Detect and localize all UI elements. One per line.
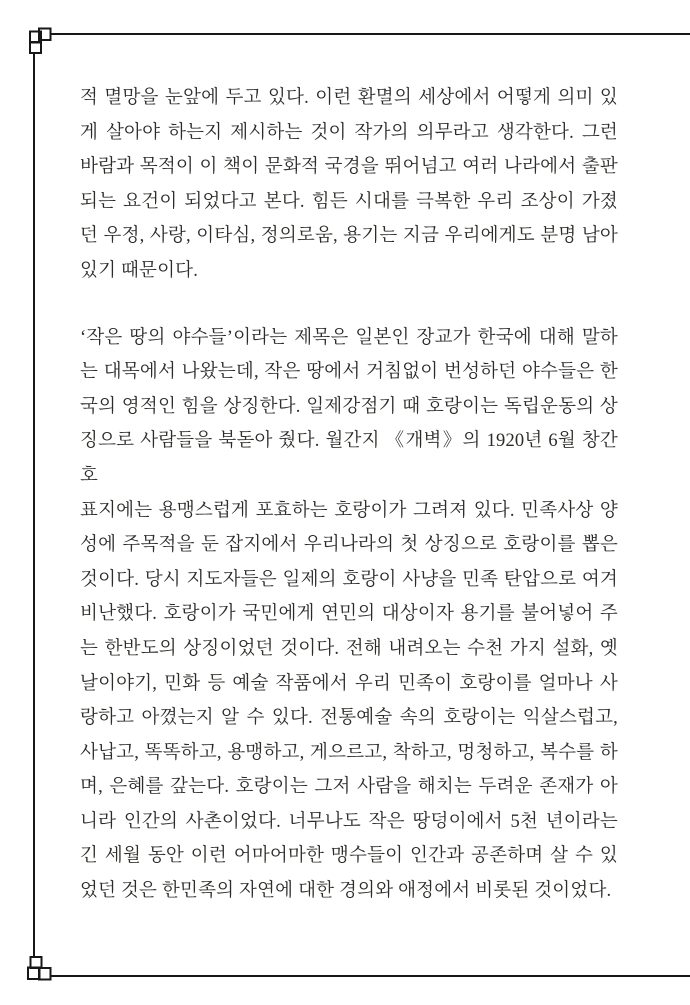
text-line: 성에 주목적을 둔 잡지에서 우리나라의 첫 상징으로 호랑이를 뽑은 xyxy=(80,535,618,556)
text-line: 던 우정, 사랑, 이타심, 정의로움, 용기는 지금 우리에게도 분명 남아 xyxy=(80,226,618,247)
text-line: 바람과 목적이 이 책이 문화적 국경을 뛰어넘고 여러 나라에서 출판 xyxy=(80,157,618,178)
text-line: 징으로 사람들을 북돋아 줬다. 월간지 《개벽》의 1920년 6월 창간호 xyxy=(80,431,618,486)
text-line: 되는 요건이 되었다고 본다. 힘든 시대를 극복한 우리 조상이 가졌 xyxy=(80,191,618,212)
text-line: 긴 세월 동안 이런 어마어마한 맹수들이 인간과 공존하며 살 수 있 xyxy=(80,846,618,867)
text-line: 게 살아야 하는지 제시하는 것이 작가의 의무라고 생각한다. 그런 xyxy=(80,122,618,143)
text-line: 사납고, 똑똑하고, 용맹하고, 게으르고, 착하고, 멍청하고, 복수를 하 xyxy=(80,742,618,763)
text-line: 었던 것은 한민족의 자연에 대한 경의와 애정에서 비롯된 것이었다. xyxy=(80,881,612,902)
text-line: 랑하고 아꼈는지 알 수 있다. 전통예술 속의 호랑이는 익살스럽고, xyxy=(80,708,618,729)
text-line: 표지에는 용맹스럽게 포효하는 호랑이가 그려져 있다. 민족사상 양 xyxy=(80,500,618,521)
text-line: 것이다. 당시 지도자들은 일제의 호랑이 사냥을 민족 탄압으로 여겨 xyxy=(80,569,618,590)
corner-ornament-top-left-icon xyxy=(30,29,51,54)
text-line: 는 한반도의 상징이었던 것이다. 전해 내려오는 수천 가지 설화, 옛 xyxy=(80,638,618,659)
text-line: 비난했다. 호랑이가 국민에게 연민의 대상이자 용기를 불어넣어 주 xyxy=(80,604,618,625)
paragraph-1 xyxy=(80,81,618,289)
text-line: 적 멸망을 눈앞에 두고 있다. 이런 환멸의 세상에서 어떻게 의미 있 xyxy=(80,88,618,108)
text-line: ‘작은 땅의 야수들’이라는 제목은 일본인 장교가 한국에 대해 말하 xyxy=(80,327,618,348)
corner-ornament-bottom-left-icon xyxy=(28,957,51,980)
paragraph-2 xyxy=(80,321,618,909)
text-line: 니라 인간의 사촌이었다. 너무나도 작은 땅덩이에서 5천 년이라는 xyxy=(80,811,618,832)
text-line: 며, 은혜를 갚는다. 호랑이는 그저 사람을 해치는 두려운 존재가 아 xyxy=(80,777,618,798)
page-text xyxy=(80,81,618,909)
text-line: 있기 때문이다. xyxy=(80,260,199,281)
text-line: 날이야기, 민화 등 예술 작품에서 우리 민족이 호랑이를 얼마나 사 xyxy=(80,673,618,694)
text-line: 국의 영적인 힘을 상징한다. 일제강점기 때 호랑이는 독립운동의 상 xyxy=(80,396,618,417)
text-line: 는 대목에서 나왔는데, 작은 땅에서 거침없이 번성하던 야수들은 한 xyxy=(80,362,618,383)
